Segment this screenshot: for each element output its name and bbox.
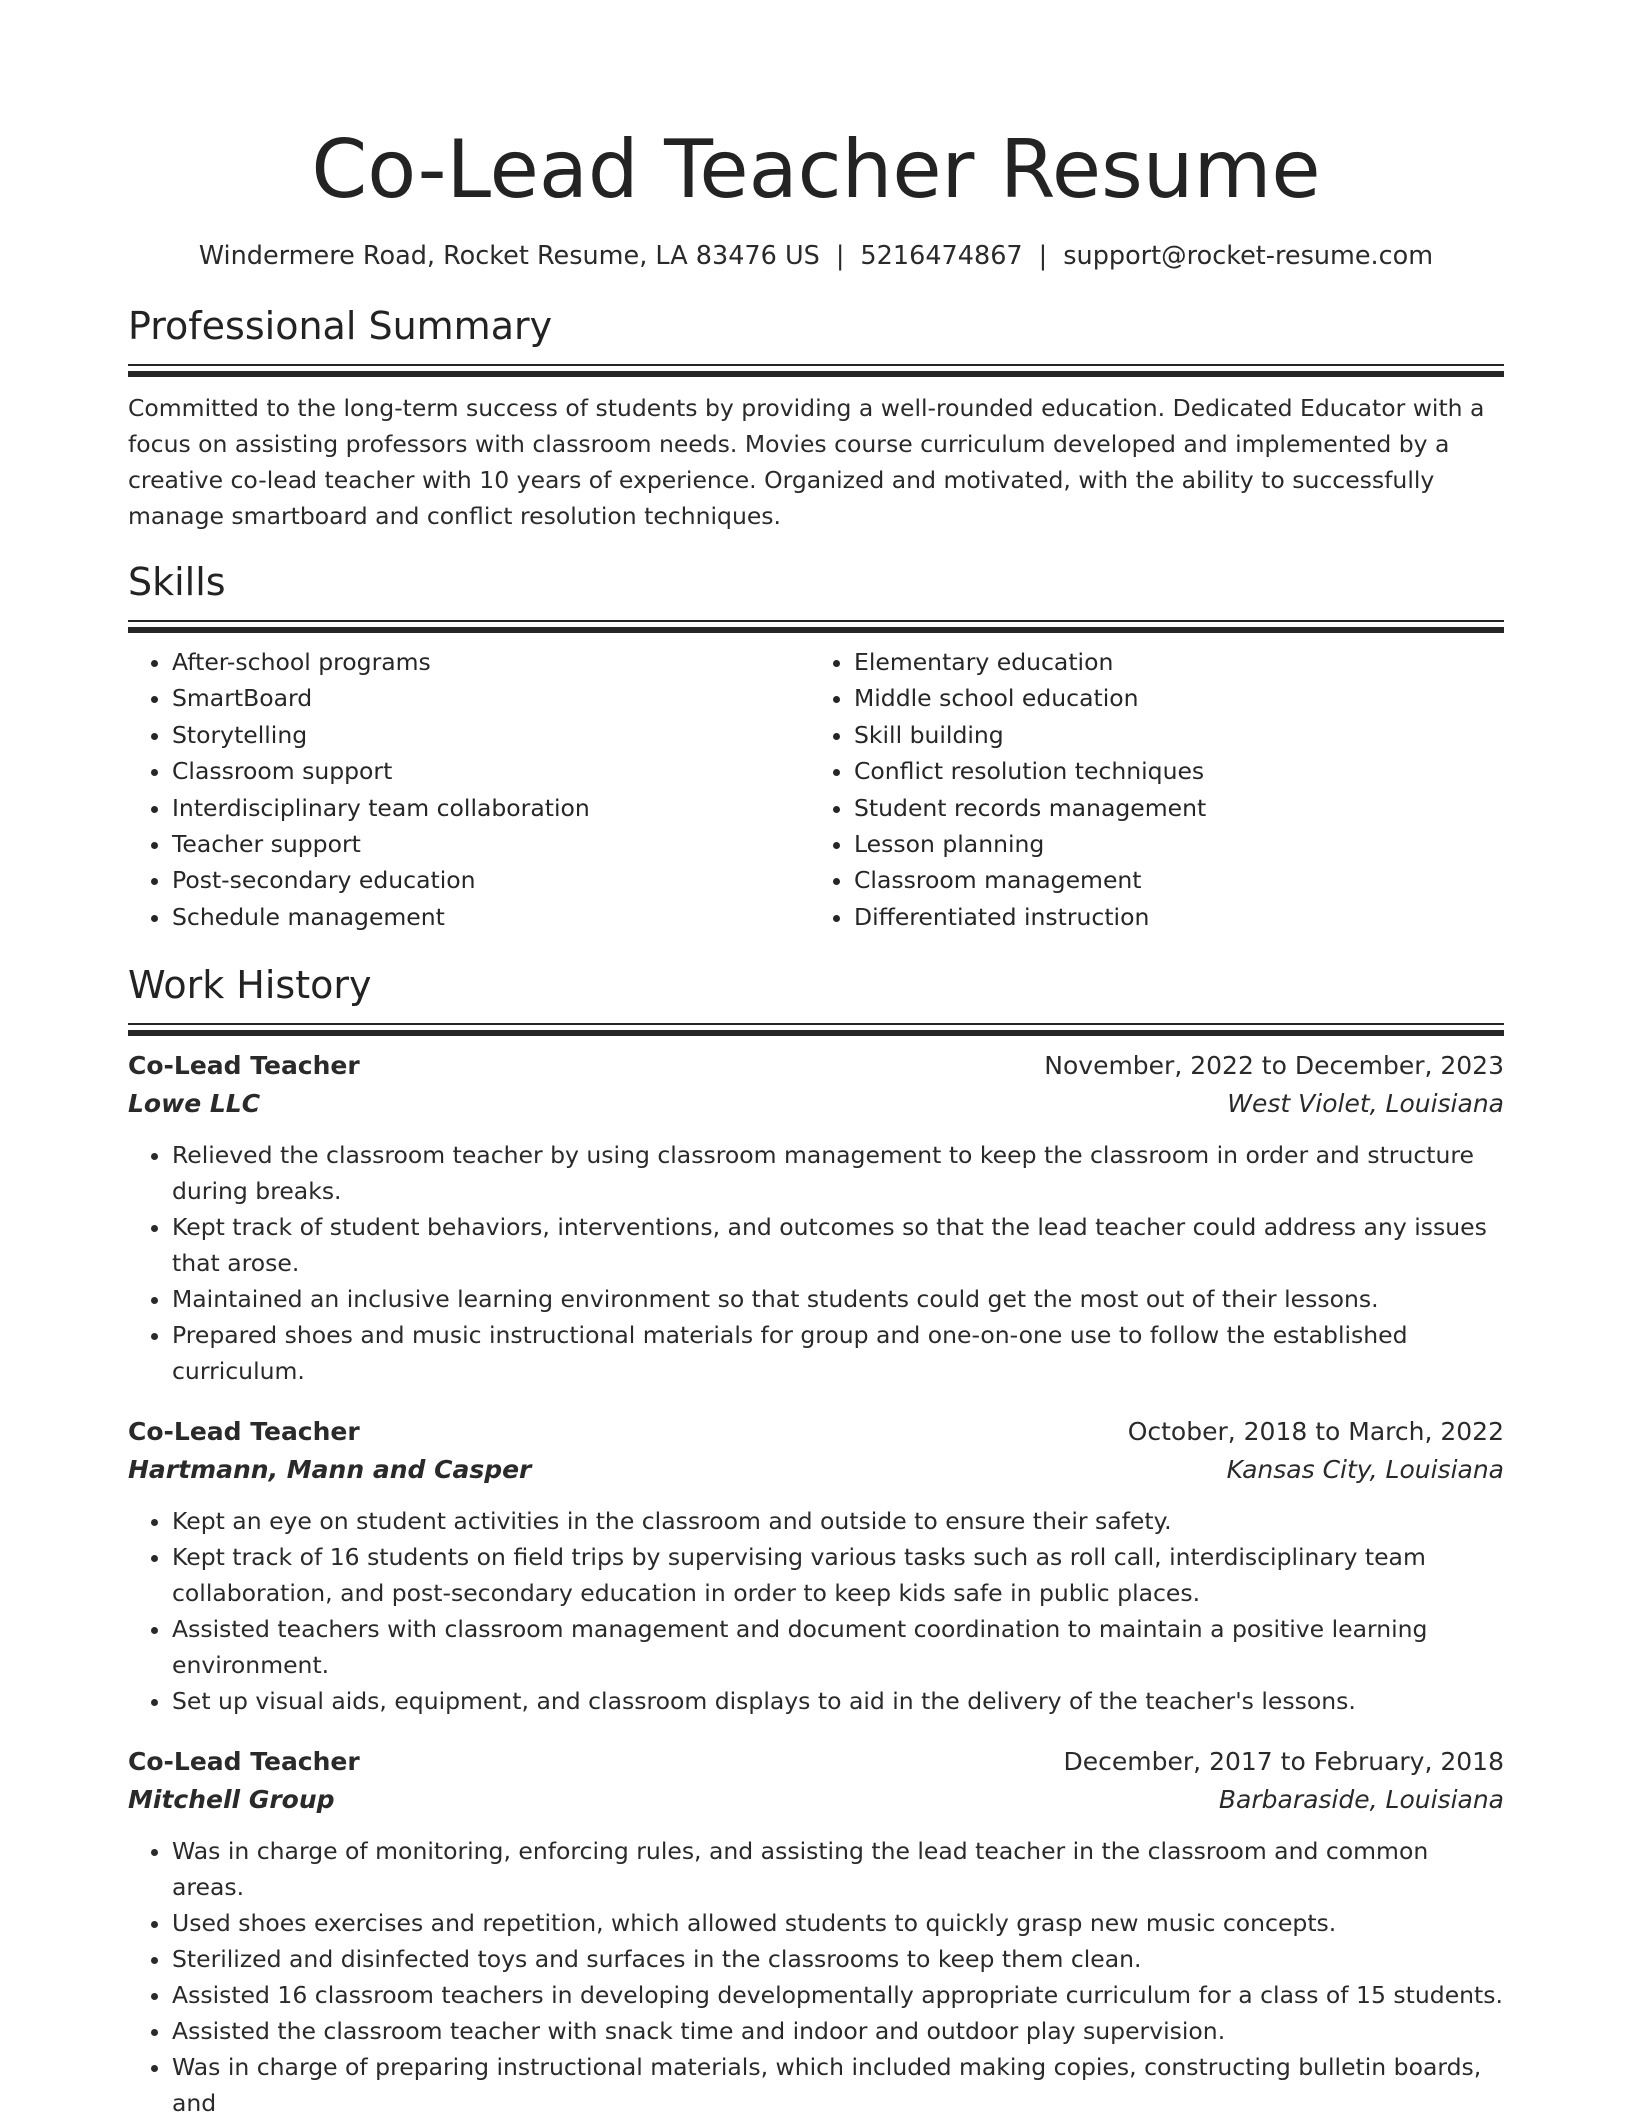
job-bullet: • Maintained an inclusive learning environment so that students could get the most out of their lessons.: [172, 1281, 1504, 1317]
skill-item: • Schedule management: [172, 899, 806, 935]
summary-text: Committed to the long-term success of students by providing a well-rounded education. Dedicated Educator with a focus on assisting professors with classroom needs. Movies course curriculum developed and implemented by a creative co-lead teacher with 10 years of experience. Organized and motivated, with the ability to successfully manage smartboard and conflict resolution techniques.: [128, 394, 1485, 530]
contact-email: support@rocket-resume.com: [1063, 241, 1434, 271]
section-divider: [128, 364, 1504, 376]
job-company: Lowe LLC: [128, 1089, 261, 1119]
job-bullet: • Used shoes exercises and repetition, which allowed students to quickly grasp new music concepts.: [172, 1905, 1504, 1941]
job-location: Kansas City, Louisiana: [1226, 1455, 1504, 1485]
job-subheader-row: [128, 1781, 1504, 1819]
contact-separator: |: [1038, 241, 1048, 271]
skill-item: • Skill building: [854, 717, 1484, 753]
skill-item: • Post-secondary education: [172, 862, 806, 898]
resume-page: [128, 118, 1504, 2121]
skill-item: • Storytelling: [172, 717, 806, 753]
section-divider: [128, 1023, 1504, 1035]
skill-item: • Lesson planning: [854, 826, 1484, 862]
page-title: Co-Lead Teacher Resume: [311, 123, 1321, 216]
job-bullet: • Was in charge of monitoring, enforcing rules, and assisting the lead teacher in the classroom and common areas.: [172, 1833, 1504, 1905]
job-header-row: [128, 1413, 1504, 1451]
skill-item: • Elementary education: [854, 644, 1484, 680]
job-title: Co-Lead Teacher: [128, 1747, 360, 1777]
skill-item: • Classroom management: [854, 862, 1484, 898]
job-bullet: • Assisted the classroom teacher with snack time and indoor and outdoor play supervision.: [172, 2013, 1504, 2049]
skill-item: • Teacher support: [172, 826, 806, 862]
skill-item: • After-school programs: [172, 644, 806, 680]
skill-item: • Student records management: [854, 790, 1484, 826]
job-entry: [128, 1047, 1504, 1389]
job-subheader-row: [128, 1451, 1504, 1489]
job-bullet: • Relieved the classroom teacher by using classroom management to keep the classroom in order and structure during breaks.: [172, 1137, 1504, 1209]
skill-item: • Classroom support: [172, 753, 806, 789]
job-dates: December, 2017 to February, 2018: [1063, 1747, 1504, 1777]
job-bullets: [128, 1833, 1504, 2121]
job-dates: November, 2022 to December, 2023: [1044, 1051, 1504, 1081]
job-header-row: [128, 1743, 1504, 1781]
job-bullet: • Sterilized and disinfected toys and surfaces in the classrooms to keep them clean.: [172, 1941, 1504, 1977]
skills-list-left: [128, 644, 806, 935]
job-entry: [128, 1413, 1504, 1719]
skill-item: • SmartBoard: [172, 680, 806, 716]
job-bullet: • Kept track of 16 students on field trips by supervising various tasks such as roll call, interdisciplinary team collaboration, and post-secondary education in order to keep kids safe in public places.: [172, 1539, 1504, 1611]
summary-section: [128, 302, 1504, 534]
job-bullet: • Assisted 16 classroom teachers in developing developmentally appropriate curriculum for a class of 15 students.: [172, 1977, 1504, 2013]
job-bullets: [128, 1137, 1504, 1389]
skill-item: • Conflict resolution techniques: [854, 753, 1484, 789]
job-bullet: • Kept an eye on student activities in the classroom and outside to ensure their safety.: [172, 1503, 1504, 1539]
job-location: West Violet, Louisiana: [1227, 1089, 1504, 1119]
job-header-row: [128, 1047, 1504, 1085]
contact-separator: |: [835, 241, 845, 271]
skills-section: [128, 558, 1504, 935]
job-bullet: • Prepared shoes and music instructional materials for group and one-on-one use to follow the established curriculum.: [172, 1317, 1504, 1389]
job-bullets: [128, 1503, 1504, 1719]
job-title: Co-Lead Teacher: [128, 1051, 360, 1081]
job-bullet: • Kept track of student behaviors, interventions, and outcomes so that the lead teacher could address any issues that arose.: [172, 1209, 1504, 1281]
skill-item: • Interdisciplinary team collaboration: [172, 790, 806, 826]
skills-columns: [128, 644, 1504, 935]
work-history-heading: Work History: [128, 963, 372, 1008]
skill-item: • Differentiated instruction: [854, 899, 1484, 935]
job-entry: [128, 1743, 1504, 2121]
job-title: Co-Lead Teacher: [128, 1417, 360, 1447]
section-divider: [128, 620, 1504, 632]
work-history-section: [128, 961, 1504, 2121]
contact-phone: 5216474867: [860, 241, 1023, 271]
skill-item: • Middle school education: [854, 680, 1484, 716]
skills-list-right: [806, 644, 1484, 935]
summary-heading: Professional Summary: [128, 304, 553, 348]
job-bullet: • Set up visual aids, equipment, and classroom displays to aid in the delivery of the teacher's lessons.: [172, 1683, 1504, 1719]
job-location: Barbaraside, Louisiana: [1218, 1785, 1504, 1815]
contact-line: [128, 238, 1504, 274]
job-subheader-row: [128, 1085, 1504, 1123]
job-bullet: • Assisted teachers with classroom management and document coordination to maintain a positive learning environment.: [172, 1611, 1504, 1683]
contact-address: Windermere Road, Rocket Resume, LA 83476 US: [198, 241, 820, 271]
job-bullet: • Was in charge of preparing instructional materials, which included making copies, constructing bulletin boards, and: [172, 2049, 1504, 2121]
job-dates: October, 2018 to March, 2022: [1127, 1417, 1504, 1447]
job-company: Mitchell Group: [128, 1785, 335, 1815]
skills-heading: Skills: [128, 560, 226, 604]
job-company: Hartmann, Mann and Casper: [128, 1455, 532, 1485]
